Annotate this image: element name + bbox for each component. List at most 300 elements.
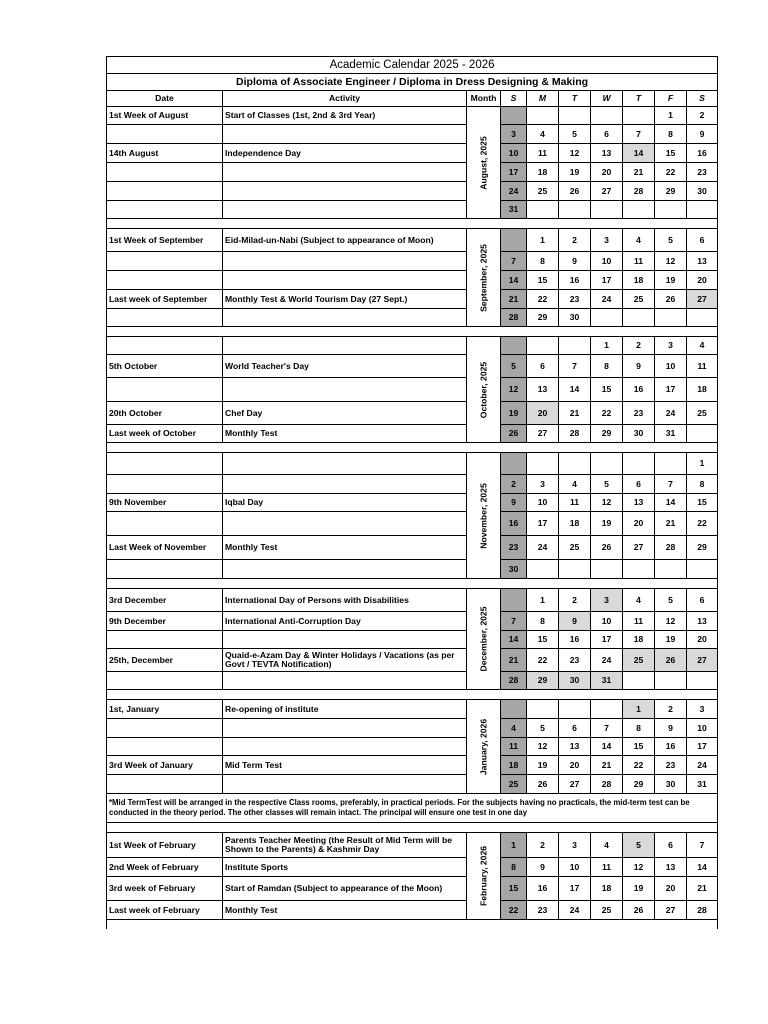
week-row [107,901,718,920]
day-cell-sun: 15 [501,877,527,901]
header-day-sun: S [501,91,527,107]
day-cell-tue: 26 [559,182,591,201]
day-cell-thu: 27 [623,536,655,560]
day-cell-wed: 1 [591,337,623,355]
day-cell-fri: 12 [655,252,687,271]
day-cell-mon: 11 [527,144,559,163]
week-row [107,512,718,536]
event-date [107,631,223,649]
day-cell-sat: 4 [687,337,718,355]
day-cell-tue: 9 [559,252,591,271]
day-cell-tue: 19 [559,163,591,182]
day-cell-wed: 22 [591,402,623,425]
week-row [107,719,718,738]
event-date: 3rd Week of January [107,756,223,775]
day-cell-fri: 1 [655,107,687,125]
event-activity [223,252,467,271]
day-cell-wed: 26 [591,536,623,560]
day-cell-thu: 28 [623,182,655,201]
day-cell-tue: 30 [559,672,591,690]
day-cell-fri: 9 [655,719,687,738]
week-row [107,355,718,378]
event-date [107,453,223,475]
week-row [107,271,718,290]
event-date: 1st Week of February [107,833,223,858]
day-cell-fri [655,672,687,690]
day-cell-tue [559,337,591,355]
event-activity [223,337,467,355]
event-activity [223,201,467,219]
event-activity [223,309,467,327]
day-cell-sun: 26 [501,425,527,443]
day-cell-thu: 9 [623,355,655,378]
month-spacer [107,219,718,229]
month-spacer-row [107,823,718,833]
week-row [107,475,718,494]
month-label-cell [467,453,501,579]
event-date: Last Week of November [107,536,223,560]
mid-term-note: *Mid TermTest will be arranged in the respective Class rooms, preferably, in practical periods. For the subjects having no practicals, the mid-term test can be conducted in the theory period. The other classes will remain intact. The principal will ensure one test in one day [107,794,718,823]
day-cell-sun: 4 [501,719,527,738]
day-cell-wed: 19 [591,512,623,536]
day-cell-fri: 26 [655,290,687,309]
day-cell-sat: 14 [687,858,718,877]
day-cell-wed: 17 [591,271,623,290]
event-date [107,163,223,182]
week-row [107,700,718,719]
day-cell-mon [527,560,559,579]
week-row [107,125,718,144]
day-cell-sat: 10 [687,719,718,738]
month-spacer-row [107,690,718,700]
event-date [107,475,223,494]
month-label: August, 2025 [478,135,488,190]
day-cell-tue: 23 [559,290,591,309]
week-row [107,144,718,163]
day-cell-sun [501,589,527,612]
day-cell-fri: 20 [655,877,687,901]
event-date: Last week of September [107,290,223,309]
calendar-subtitle: Diploma of Associate Engineer / Diploma in Dress Designing & Making [107,74,718,91]
day-cell-mon [527,337,559,355]
week-row [107,858,718,877]
day-cell-wed: 14 [591,738,623,756]
event-activity [223,631,467,649]
day-cell-sat [687,309,718,327]
week-row [107,612,718,631]
day-cell-fri: 31 [655,425,687,443]
day-cell-tue [559,560,591,579]
day-cell-sun: 5 [501,355,527,378]
day-cell-thu: 29 [623,775,655,794]
day-cell-thu: 5 [623,833,655,858]
day-cell-thu: 13 [623,494,655,512]
day-cell-sun: 7 [501,252,527,271]
day-cell-sat: 21 [687,877,718,901]
day-cell-thu: 1 [623,700,655,719]
month-label: February, 2026 [478,845,488,907]
day-cell-sun: 31 [501,201,527,219]
event-activity [223,453,467,475]
month-label: September, 2025 [478,243,488,312]
week-row [107,631,718,649]
day-cell-wed: 13 [591,144,623,163]
day-cell-sun: 21 [501,290,527,309]
day-cell-mon: 22 [527,290,559,309]
day-cell-tue: 16 [559,631,591,649]
event-activity [223,378,467,402]
week-row [107,182,718,201]
day-cell-thu [623,560,655,579]
day-cell-sun: 23 [501,536,527,560]
day-cell-thu: 16 [623,378,655,402]
event-activity [223,271,467,290]
event-activity: World Teacher's Day [223,355,467,378]
event-activity: Eid-Milad-un-Nabi (Subject to appearance of Moon) [223,229,467,252]
day-cell-tue: 21 [559,402,591,425]
day-cell-tue: 28 [559,425,591,443]
day-cell-mon [527,453,559,475]
day-cell-mon: 8 [527,612,559,631]
day-cell-mon: 6 [527,355,559,378]
header-day-tue: T [559,91,591,107]
event-activity: Mid Term Test [223,756,467,775]
day-cell-fri: 15 [655,144,687,163]
day-cell-tue: 20 [559,756,591,775]
day-cell-fri: 28 [655,536,687,560]
event-date: 3rd December [107,589,223,612]
day-cell-mon: 27 [527,425,559,443]
day-cell-mon [527,201,559,219]
month-label: October, 2025 [478,361,488,418]
day-cell-wed: 24 [591,290,623,309]
day-cell-fri [655,309,687,327]
day-cell-wed [591,309,623,327]
day-cell-tue: 10 [559,858,591,877]
day-cell-mon: 26 [527,775,559,794]
day-cell-fri: 19 [655,271,687,290]
day-cell-wed [591,560,623,579]
day-cell-mon: 1 [527,229,559,252]
day-cell-tue [559,453,591,475]
day-cell-mon: 29 [527,672,559,690]
day-cell-sat: 1 [687,453,718,475]
day-cell-wed: 6 [591,125,623,144]
day-cell-sat: 8 [687,475,718,494]
day-cell-wed: 4 [591,833,623,858]
event-date: 9th December [107,612,223,631]
day-cell-thu: 15 [623,738,655,756]
day-cell-fri: 5 [655,589,687,612]
day-cell-thu: 21 [623,163,655,182]
day-cell-wed: 31 [591,672,623,690]
day-cell-fri: 30 [655,775,687,794]
day-cell-sun: 1 [501,833,527,858]
day-cell-sat: 20 [687,271,718,290]
header-day-wed: W [591,91,623,107]
day-cell-sat [687,672,718,690]
day-cell-thu [623,107,655,125]
day-cell-tue: 30 [559,309,591,327]
header-month: Month [467,91,501,107]
day-cell-tue: 4 [559,475,591,494]
day-cell-sun: 21 [501,649,527,672]
day-cell-sun: 10 [501,144,527,163]
day-cell-wed: 20 [591,163,623,182]
day-cell-wed: 3 [591,229,623,252]
day-cell-sun: 24 [501,182,527,201]
event-activity: Monthly Test & World Tourism Day (27 Sept.) [223,290,467,309]
week-row [107,738,718,756]
event-activity: Monthly Test [223,536,467,560]
month-label-cell [467,107,501,219]
day-cell-tue: 25 [559,536,591,560]
event-date [107,182,223,201]
day-cell-thu: 7 [623,125,655,144]
month-spacer-row [107,920,718,930]
day-cell-thu: 30 [623,425,655,443]
event-activity: Start of Ramdan (Subject to appearance of the Moon) [223,877,467,901]
event-date [107,775,223,794]
month-spacer-row [107,443,718,453]
day-cell-mon: 13 [527,378,559,402]
day-cell-wed [591,700,623,719]
day-cell-tue: 13 [559,738,591,756]
event-date [107,125,223,144]
event-date: 1st Week of September [107,229,223,252]
day-cell-wed: 5 [591,475,623,494]
day-cell-sat: 28 [687,901,718,920]
event-activity [223,163,467,182]
day-cell-sun: 7 [501,612,527,631]
day-cell-fri: 17 [655,378,687,402]
event-activity: Re-opening of institute [223,700,467,719]
day-cell-thu: 4 [623,589,655,612]
day-cell-sat: 17 [687,738,718,756]
day-cell-fri: 7 [655,475,687,494]
week-row [107,290,718,309]
day-cell-wed [591,201,623,219]
day-cell-wed: 17 [591,631,623,649]
day-cell-thu: 22 [623,756,655,775]
day-cell-tue: 9 [559,612,591,631]
footnote-row [107,794,718,823]
day-cell-tue [559,700,591,719]
event-date [107,512,223,536]
day-cell-sat: 27 [687,290,718,309]
event-activity [223,560,467,579]
event-date: Last week of October [107,425,223,443]
event-activity [223,775,467,794]
week-row [107,756,718,775]
day-cell-thu: 2 [623,337,655,355]
day-cell-tue: 23 [559,649,591,672]
day-cell-thu: 11 [623,612,655,631]
event-date: 20th October [107,402,223,425]
day-cell-wed: 15 [591,378,623,402]
event-activity: Institute Sports [223,858,467,877]
week-row [107,378,718,402]
day-cell-thu: 11 [623,252,655,271]
day-cell-fri: 24 [655,402,687,425]
header-day-mon: M [527,91,559,107]
day-cell-sun: 14 [501,271,527,290]
event-date [107,738,223,756]
day-cell-sat: 27 [687,649,718,672]
day-cell-mon: 4 [527,125,559,144]
day-cell-sat [687,560,718,579]
day-cell-mon: 3 [527,475,559,494]
week-row [107,453,718,475]
day-cell-tue: 6 [559,719,591,738]
day-cell-sat: 20 [687,631,718,649]
day-cell-sat: 24 [687,756,718,775]
day-cell-tue [559,201,591,219]
day-cell-fri: 10 [655,355,687,378]
day-cell-sun: 28 [501,672,527,690]
month-label-cell [467,833,501,920]
month-label: December, 2025 [478,606,488,672]
day-cell-sun: 12 [501,378,527,402]
day-cell-mon: 16 [527,877,559,901]
day-cell-sat: 31 [687,775,718,794]
day-cell-mon: 10 [527,494,559,512]
day-cell-sat: 7 [687,833,718,858]
header-day-fri: F [655,91,687,107]
event-activity: Parents Teacher Meeting (the Result of Mid Term will be Shown to the Parents) & Kashmir Day [223,833,467,858]
event-date: 5th October [107,355,223,378]
day-cell-fri: 13 [655,858,687,877]
day-cell-sun: 17 [501,163,527,182]
day-cell-mon: 1 [527,589,559,612]
day-cell-sat: 15 [687,494,718,512]
day-cell-wed [591,107,623,125]
month-label-cell [467,229,501,327]
week-row [107,309,718,327]
day-cell-sun [501,337,527,355]
day-cell-thu: 25 [623,290,655,309]
day-cell-mon: 18 [527,163,559,182]
day-cell-wed: 25 [591,901,623,920]
event-date: Last week of February [107,901,223,920]
event-date: 1st, January [107,700,223,719]
day-cell-sat: 22 [687,512,718,536]
month-spacer-row [107,579,718,589]
day-cell-tue: 27 [559,775,591,794]
calendar-title: Academic Calendar 2025 - 2026 [107,57,718,74]
column-header-row [107,91,718,107]
week-row [107,337,718,355]
day-cell-fri: 29 [655,182,687,201]
month-spacer-row [107,327,718,337]
event-activity: Independence Day [223,144,467,163]
day-cell-fri: 5 [655,229,687,252]
day-cell-wed: 7 [591,719,623,738]
day-cell-sat [687,425,718,443]
month-label-cell [467,589,501,690]
day-cell-sun [501,453,527,475]
day-cell-thu [623,201,655,219]
day-cell-sat: 6 [687,589,718,612]
header-day-sat: S [687,91,718,107]
month-label-cell [467,337,501,443]
month-spacer [107,920,718,930]
day-cell-thu: 14 [623,144,655,163]
event-activity: Monthly Test [223,901,467,920]
month-spacer [107,823,718,833]
day-cell-sat: 9 [687,125,718,144]
day-cell-sun: 8 [501,858,527,877]
event-activity: Chef Day [223,402,467,425]
event-date: 14th August [107,144,223,163]
day-cell-sun: 22 [501,901,527,920]
day-cell-mon: 20 [527,402,559,425]
week-row [107,494,718,512]
day-cell-tue: 16 [559,271,591,290]
event-date: 9th November [107,494,223,512]
day-cell-sun: 14 [501,631,527,649]
month-spacer [107,579,718,589]
event-date [107,378,223,402]
day-cell-mon: 17 [527,512,559,536]
week-row [107,107,718,125]
event-activity: International Anti-Corruption Day [223,612,467,631]
day-cell-sat: 3 [687,700,718,719]
day-cell-mon [527,107,559,125]
day-cell-sat: 16 [687,144,718,163]
day-cell-fri [655,201,687,219]
week-row [107,877,718,901]
day-cell-fri [655,453,687,475]
day-cell-wed: 11 [591,858,623,877]
day-cell-fri: 21 [655,512,687,536]
event-activity [223,125,467,144]
day-cell-fri: 8 [655,125,687,144]
day-cell-wed: 3 [591,589,623,612]
day-cell-sun: 19 [501,402,527,425]
day-cell-wed [591,453,623,475]
event-date: 2nd Week of February [107,858,223,877]
event-activity: Monthly Test [223,425,467,443]
day-cell-fri: 19 [655,631,687,649]
day-cell-mon: 2 [527,833,559,858]
event-activity: Iqbal Day [223,494,467,512]
day-cell-tue: 14 [559,378,591,402]
day-cell-fri [655,560,687,579]
week-row [107,163,718,182]
day-cell-thu: 4 [623,229,655,252]
event-date [107,672,223,690]
day-cell-sat: 11 [687,355,718,378]
week-row [107,775,718,794]
day-cell-tue: 3 [559,833,591,858]
month-label: November, 2025 [478,482,488,549]
event-activity [223,672,467,690]
day-cell-mon: 22 [527,649,559,672]
day-cell-tue: 12 [559,144,591,163]
event-activity: Quaid-e-Azam Day & Winter Holidays / Vacations (as per Govt / TEVTA Notification) [223,649,467,672]
event-date [107,337,223,355]
day-cell-thu: 25 [623,649,655,672]
day-cell-mon: 23 [527,901,559,920]
event-date: 3rd week of February [107,877,223,901]
week-row [107,402,718,425]
day-cell-thu: 18 [623,271,655,290]
day-cell-fri: 6 [655,833,687,858]
day-cell-tue: 2 [559,229,591,252]
header-activity: Activity [223,91,467,107]
day-cell-sun: 3 [501,125,527,144]
